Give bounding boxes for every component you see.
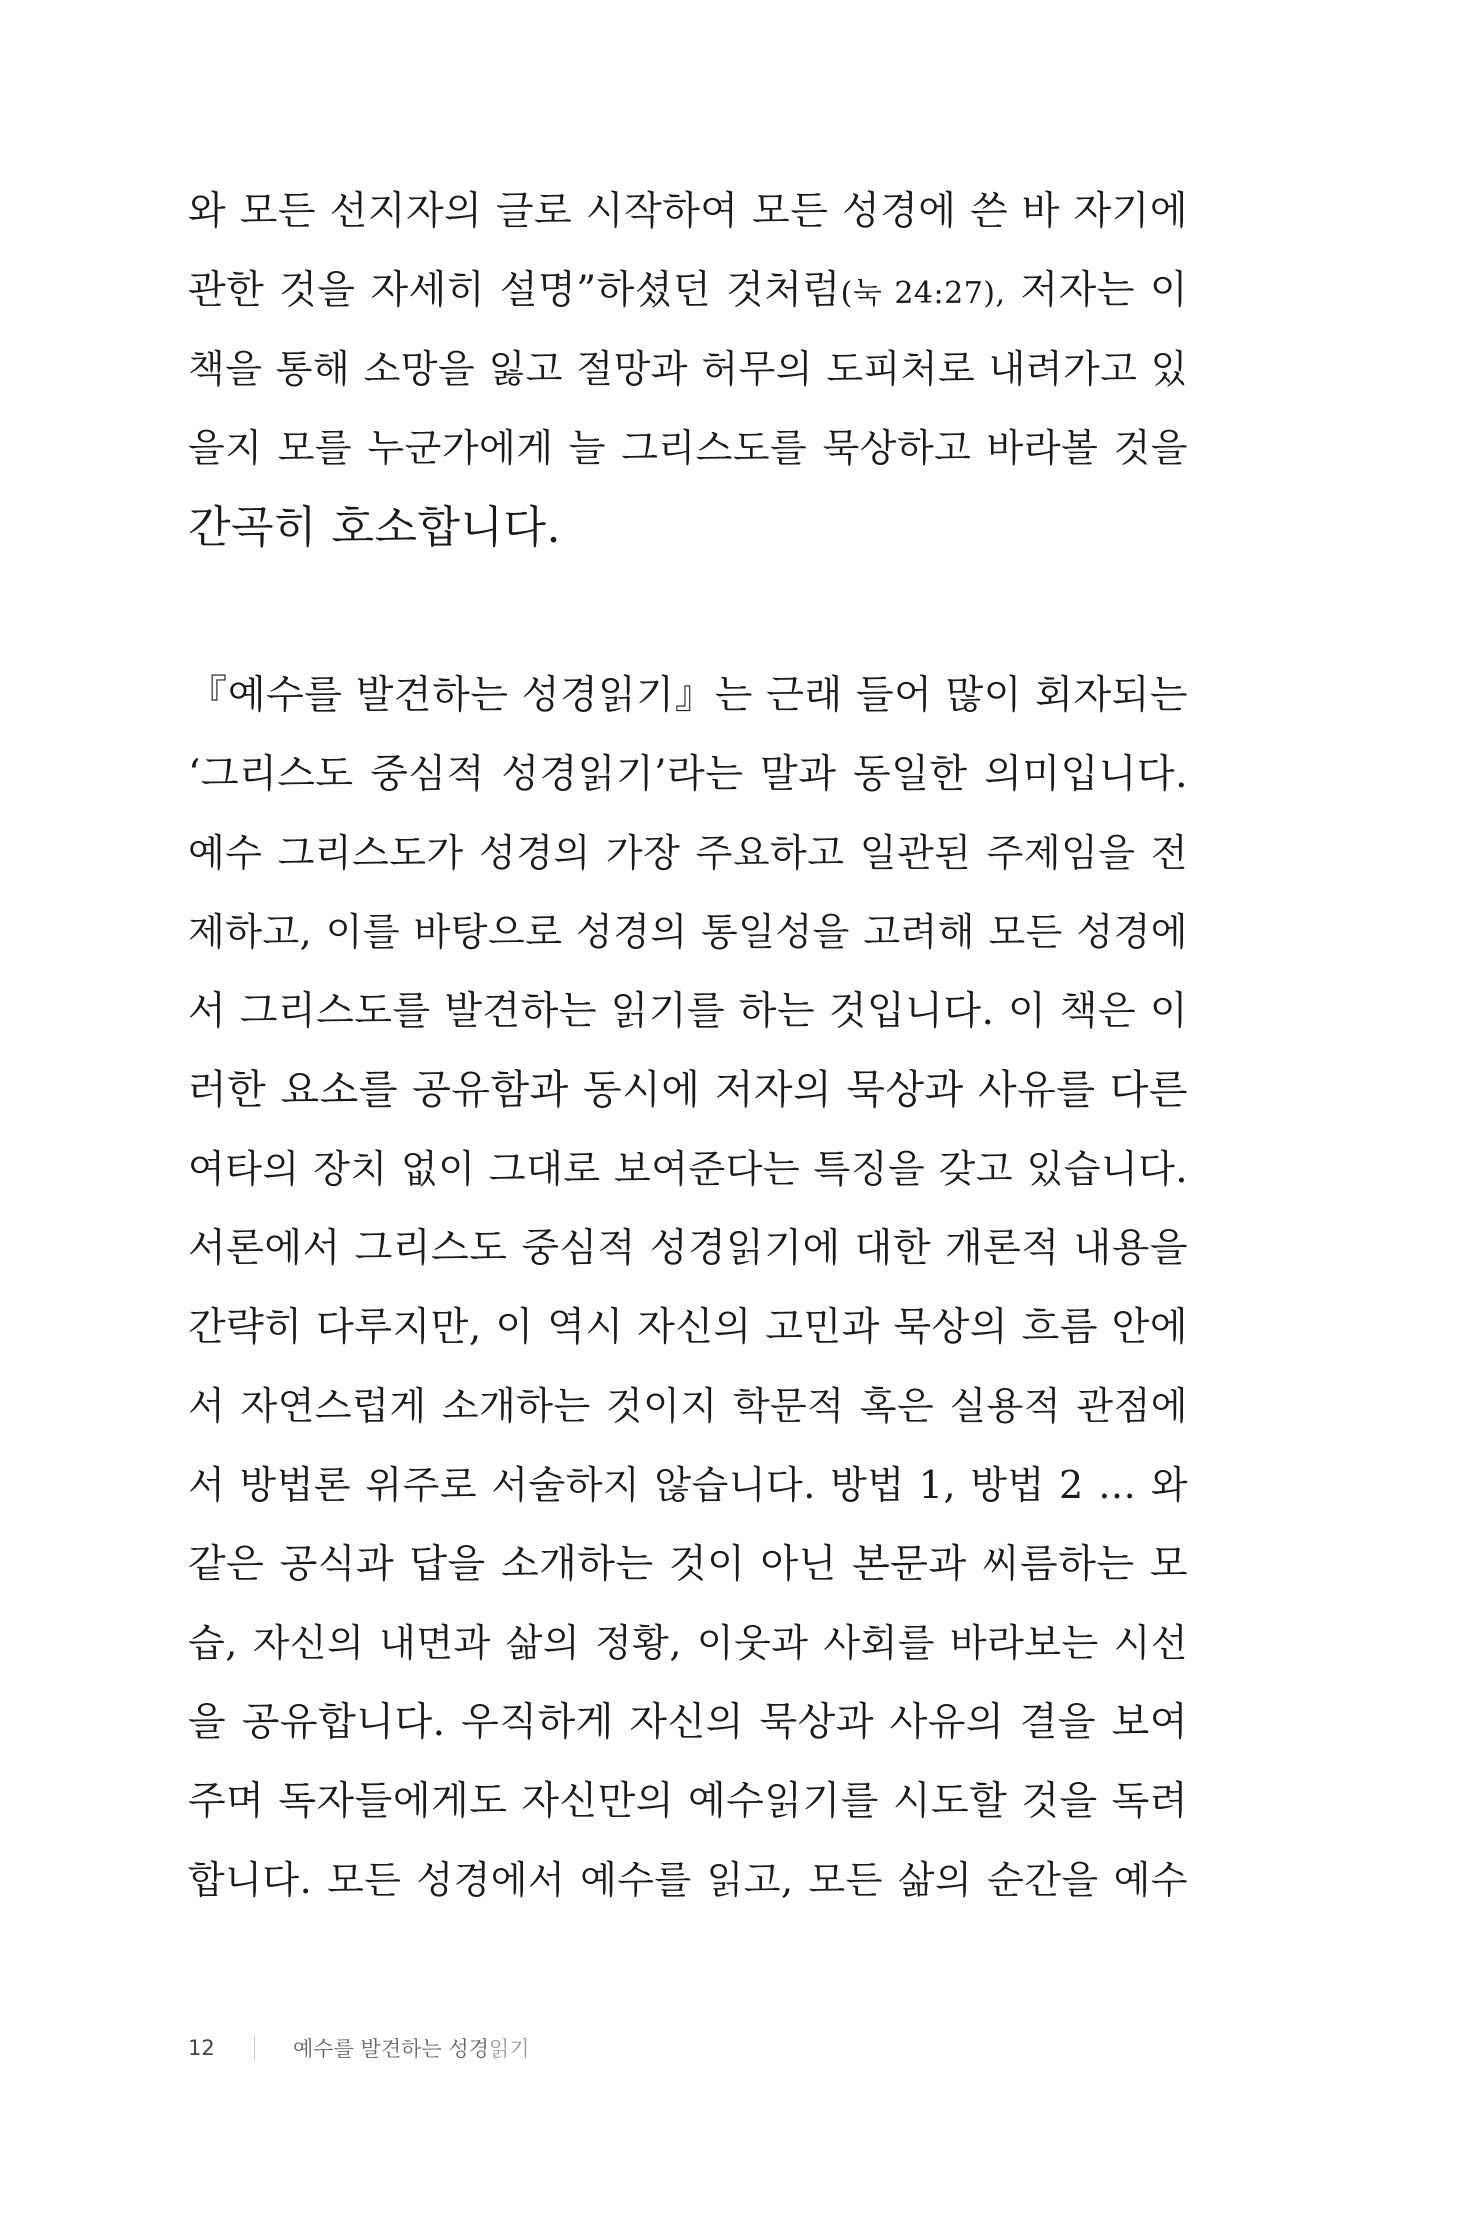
text-line bbox=[188, 251, 1188, 330]
text-line: 러한 요소를 공유함과 동시에 저자의 묵상과 사유를 다른 bbox=[188, 1067, 1188, 1113]
page-footer bbox=[188, 2028, 530, 2068]
text-line: 주며 독자들에게도 자신만의 예수읽기를 시도할 것을 독려 bbox=[188, 1779, 1188, 1824]
text-line: 을 공유합니다. 우직하게 자신의 묵상과 사유의 결을 보여 bbox=[188, 1700, 1188, 1745]
running-title-light: 읽기 bbox=[488, 2037, 530, 2061]
text-line: 제하고, 이를 바탕으로 성경의 통일성을 고려해 모든 성경에 bbox=[188, 910, 1188, 954]
running-title bbox=[293, 2033, 530, 2063]
text-line: 간략히 다루지만, 이 역시 자신의 고민과 묵상의 흐름 안에 bbox=[188, 1305, 1188, 1350]
text-line: 을지 모를 누군가에게 늘 그리스도를 묵상하고 바라볼 것을 bbox=[188, 426, 1188, 470]
text-line: ‘그리스도 중심적 성경읽기’라는 말과 동일한 의미입니다. bbox=[188, 752, 1188, 797]
paragraph-1 bbox=[188, 172, 1188, 567]
text-line: 여타의 장치 없이 그대로 보여준다는 특징을 갖고 있습니다. bbox=[188, 1147, 1188, 1191]
text-line: 예수 그리스도가 성경의 가장 주요하고 일관된 주제임을 전 bbox=[188, 831, 1188, 875]
text-line: 같은 공식과 답을 소개하는 것이 아닌 본문과 씨름하는 모 bbox=[188, 1542, 1188, 1587]
text-line: 서 그리스도를 발견하는 읽기를 하는 것입니다. 이 책은 이 bbox=[188, 989, 1188, 1034]
text-line: 책을 통해 소망을 잃고 절망과 허무의 도피처로 내려가고 있 bbox=[188, 347, 1188, 391]
page-number: 12 bbox=[188, 2036, 215, 2060]
text-segment: 관한 것을 자세히 설명”하셨던 것처럼 bbox=[188, 268, 841, 313]
text-line: 간곡히 호소합니다. bbox=[188, 502, 562, 553]
footer-divider bbox=[254, 2035, 255, 2061]
running-title-main: 예수를 발견하는 성경 bbox=[293, 2037, 489, 2061]
scripture-reference: (눅 24:27), bbox=[840, 276, 1006, 311]
text-line: 『예수를 발견하는 성경읽기』는 근래 들어 많이 회자되는 bbox=[188, 673, 1188, 718]
text-line: 와 모든 선지자의 글로 시작하여 모든 성경에 쓴 바 자기에 bbox=[188, 189, 1188, 234]
text-line: 서론에서 그리스도 중심적 성경읽기에 대한 개론적 내용을 bbox=[188, 1226, 1188, 1271]
text-segment: 저자는 이 bbox=[1005, 268, 1189, 313]
text-line: 서 자연스럽게 소개하는 것이지 학문적 혹은 실용적 관점에 bbox=[188, 1384, 1188, 1428]
paragraph-2 bbox=[188, 656, 1188, 1920]
text-line: 서 방법론 위주로 서술하지 않습니다. 방법 1, 방법 2 … 와 bbox=[188, 1463, 1188, 1507]
text-line: 합니다. 모든 성경에서 예수를 읽고, 모든 삶의 순간을 예수 bbox=[188, 1858, 1188, 1902]
text-line: 습, 자신의 내면과 삶의 정황, 이웃과 사회를 바라보는 시선 bbox=[188, 1621, 1188, 1665]
